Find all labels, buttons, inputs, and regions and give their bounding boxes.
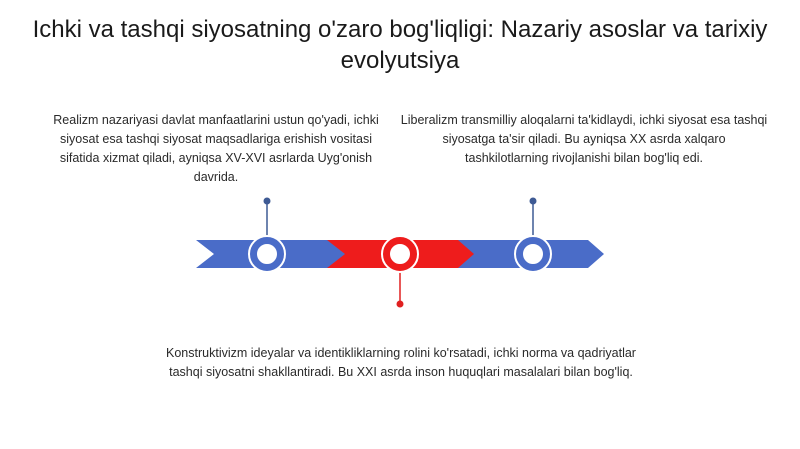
timeline-marker-3 xyxy=(515,236,551,272)
timeline-point-3-description: Liberalizm transmilliy aloqalarni ta'kidlaydi, ichki siyosat esa tashqi siyosatga ta'sir qiladi. Bu ayniqsa XX asrda xalqaro tashkilotlarning rivojlanishi bilan bog'liq edi. xyxy=(400,113,768,165)
timeline-connector-dot-3 xyxy=(530,198,537,205)
timeline-connector-dot-1 xyxy=(264,198,271,205)
timeline-connector-dot-2 xyxy=(397,301,404,308)
timeline-marker-2 xyxy=(382,236,418,272)
timeline-point-1-description: Realizm nazariyasi davlat manfaatlarini ustun qo'yadi, ichki siyosat esa tashqi siyosat maqsadlariga erishish vositasi sifatida xizmat qiladi, ayniqsa XV-XVI asrlarda Uyg'onish davrida. xyxy=(53,113,379,184)
timeline-point-2-description: Konstruktivizm ideyalar va identikliklarning rolini ko'rsatadi, ichki norma va qadriyatlar tashqi siyosatni shakllantiradi. Bu XXI asrda inson huquqlari masalalari bilan bog'liq. xyxy=(166,346,636,379)
slide-title: Ichki va tashqi siyosatning o'zaro bog'liqligi: Nazariy asoslar va tarixiy evolyutsiya xyxy=(32,16,768,74)
timeline-marker-1 xyxy=(249,236,285,272)
